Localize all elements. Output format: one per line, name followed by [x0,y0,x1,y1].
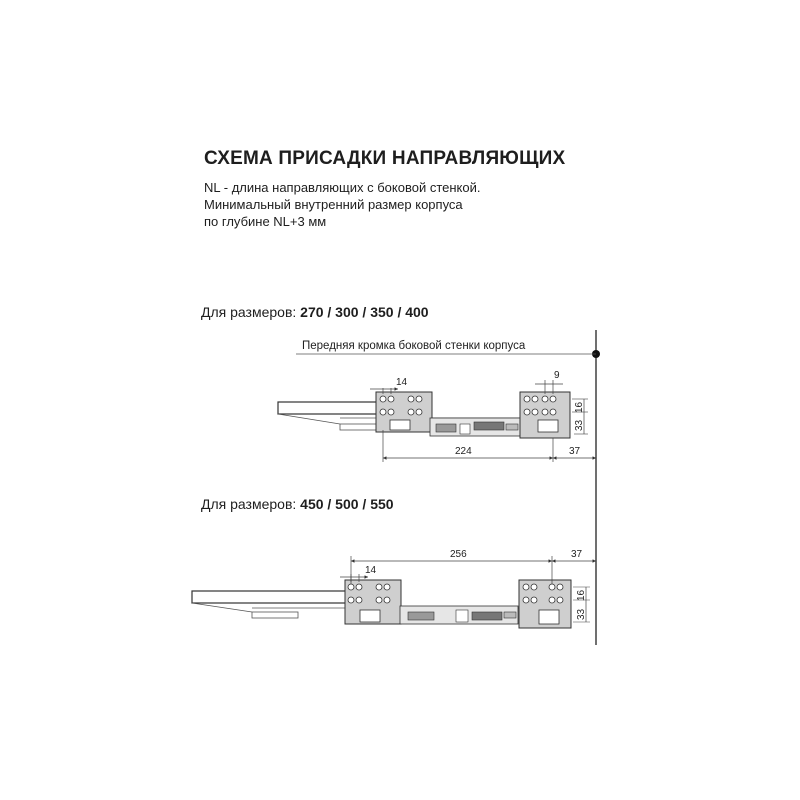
dim-9: 9 [554,370,560,381]
mount-block-rear-1 [376,392,432,432]
diagram-title: СХЕМА ПРИСАДКИ НАПРАВЛЯЮЩИХ [204,148,566,169]
note-line-1: NL - длина направляющих с боковой стенкой. [204,180,481,195]
sizes-label-1: Для размеров: [201,304,297,320]
dim-33-b: 33 [576,608,587,620]
sizes-values-1: 270 / 300 / 350 / 400 [300,304,429,320]
dim-256: 256 [450,549,467,560]
mount-block-rear-2 [345,580,401,624]
runner-mechanism-2 [400,606,518,624]
note-line-3: по глубине NL+3 мм [204,214,327,229]
mount-block-front-1 [520,392,570,438]
front-edge-label: Передняя кромка боковой стенки корпуса [302,340,526,352]
slide-diagram-2 [192,549,596,628]
mount-block-front-2 [519,580,571,628]
dim-37-a: 37 [569,446,581,457]
dim-14-a: 14 [396,377,408,388]
dim-224: 224 [455,446,472,457]
note-line-2: Минимальный внутренний размер корпуса [204,197,463,212]
sizes-values-2: 450 / 500 / 550 [300,496,394,512]
slide-diagram-1 [278,370,596,462]
dim-37-b: 37 [571,549,583,560]
dim-16-a: 16 [574,401,585,413]
runner-mechanism-1 [430,418,522,436]
sizes-label-2: Для размеров: [201,496,297,512]
dim-14-b: 14 [365,565,377,576]
rail-body-2 [192,591,346,603]
dim-16-b: 16 [576,589,587,601]
dim-33-a: 33 [574,419,585,431]
